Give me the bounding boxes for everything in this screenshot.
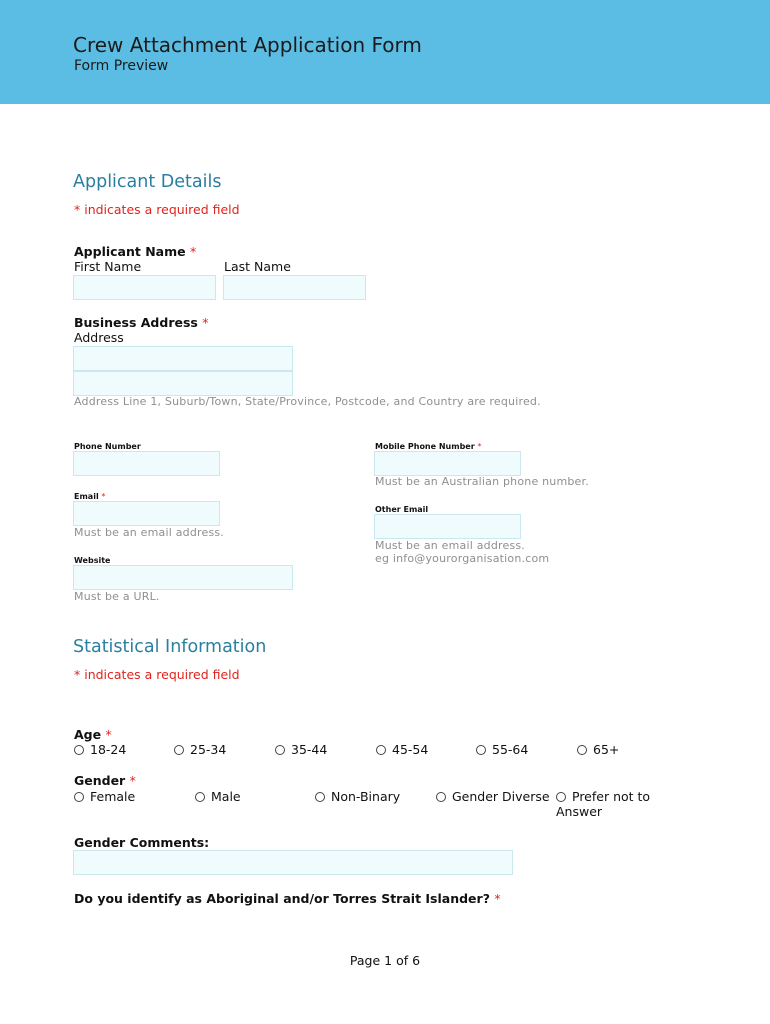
age-option-65-plus[interactable] — [577, 742, 619, 757]
email-input[interactable] — [73, 501, 220, 526]
aboriginal-question-text: Do you identify as Aboriginal and/or Torres Strait Islander? — [74, 891, 490, 906]
age-option-label: 65+ — [593, 742, 620, 757]
page-number: Page 1 of 6 — [349, 953, 421, 968]
radio-circle-icon[interactable] — [556, 792, 566, 802]
radio-circle-icon[interactable] — [275, 745, 285, 755]
required-star: * — [101, 492, 106, 501]
age-option-label: 45-54 — [392, 742, 429, 757]
age-option-18-24[interactable] — [74, 742, 126, 757]
age-label — [74, 727, 112, 742]
form-title: Crew Attachment Application Form — [73, 33, 422, 57]
gender-option-prefer-not-to-answer[interactable] — [556, 789, 650, 819]
section-title-statistical-information: Statistical Information — [73, 637, 267, 657]
other-email-hint: Must be an email address. — [375, 539, 526, 552]
applicant-name-label-text: Applicant Name — [74, 244, 186, 259]
age-option-25-34[interactable] — [174, 742, 226, 757]
address-label: Address — [74, 330, 124, 345]
gender-option-label: Male — [211, 789, 241, 804]
form-subtitle: Form Preview — [74, 58, 169, 74]
address-line1-input[interactable] — [73, 346, 293, 371]
gender-option-label-line2: Answer — [556, 804, 603, 819]
phone-number-input[interactable] — [73, 451, 220, 476]
radio-circle-icon[interactable] — [174, 745, 184, 755]
mobile-phone-label — [375, 442, 481, 451]
required-star: * — [202, 315, 209, 330]
gender-comments-label: Gender Comments: — [74, 835, 210, 850]
age-option-label: 25-34 — [190, 742, 227, 757]
applicant-name-label — [74, 244, 196, 259]
first-name-label: First Name — [74, 259, 142, 274]
gender-option-male[interactable] — [195, 789, 241, 804]
required-star: * — [494, 891, 501, 906]
required-star: * — [129, 773, 136, 788]
other-email-example: eg info@yourorganisation.com — [375, 552, 550, 565]
gender-label — [74, 773, 136, 788]
phone-number-label: Phone Number — [74, 442, 141, 451]
age-label-text: Age — [74, 727, 102, 742]
required-star: * — [189, 244, 197, 259]
age-option-55-64[interactable] — [476, 742, 528, 757]
gender-option-label: Female — [90, 789, 136, 804]
other-email-label: Other Email — [375, 505, 429, 514]
gender-option-label: Non-Binary — [331, 789, 401, 804]
gender-option-label: Prefer not to — [572, 789, 651, 804]
gender-option-label: Gender Diverse — [452, 789, 550, 804]
radio-circle-icon[interactable] — [476, 745, 486, 755]
required-star: * — [105, 727, 112, 742]
required-field-note: * indicates a required field — [74, 667, 240, 682]
mobile-phone-hint: Must be an Australian phone number. — [375, 475, 589, 488]
radio-circle-icon[interactable] — [315, 792, 325, 802]
radio-circle-icon[interactable] — [577, 745, 587, 755]
age-option-45-54[interactable] — [376, 742, 428, 757]
address-line2-input[interactable] — [73, 371, 293, 396]
gender-option-non-binary[interactable] — [315, 789, 400, 804]
gender-label-text: Gender — [74, 773, 126, 788]
address-hint: Address Line 1, Suburb/Town, State/Province, Postcode, and Country are required. — [74, 395, 541, 408]
email-label — [74, 492, 105, 501]
radio-circle-icon[interactable] — [376, 745, 386, 755]
age-option-label: 18-24 — [90, 742, 127, 757]
email-hint: Must be an email address. — [74, 526, 225, 539]
gender-option-female[interactable] — [74, 789, 135, 804]
first-name-input[interactable] — [73, 275, 216, 300]
required-field-note: * indicates a required field — [74, 202, 240, 217]
radio-circle-icon[interactable] — [74, 745, 84, 755]
radio-circle-icon[interactable] — [195, 792, 205, 802]
email-label-text: Email — [74, 492, 99, 501]
mobile-phone-input[interactable] — [374, 451, 521, 476]
gender-option-gender-diverse[interactable] — [436, 789, 550, 804]
form-header — [0, 0, 770, 104]
age-option-label: 35-44 — [291, 742, 328, 757]
other-email-input[interactable] — [374, 514, 521, 539]
gender-comments-input[interactable] — [73, 850, 513, 875]
section-title-applicant-details: Applicant Details — [73, 172, 222, 192]
radio-circle-icon[interactable] — [436, 792, 446, 802]
last-name-label: Last Name — [224, 259, 291, 274]
business-address-label-text: Business Address — [74, 315, 198, 330]
aboriginal-question-label — [74, 891, 501, 906]
last-name-input[interactable] — [223, 275, 366, 300]
age-option-label: 55-64 — [492, 742, 529, 757]
website-label: Website — [74, 556, 111, 565]
website-hint: Must be a URL. — [74, 590, 160, 603]
mobile-phone-label-text: Mobile Phone Number — [375, 442, 475, 451]
website-input[interactable] — [73, 565, 293, 590]
required-star: * — [477, 442, 482, 451]
business-address-label — [74, 315, 208, 330]
radio-circle-icon[interactable] — [74, 792, 84, 802]
age-option-35-44[interactable] — [275, 742, 327, 757]
